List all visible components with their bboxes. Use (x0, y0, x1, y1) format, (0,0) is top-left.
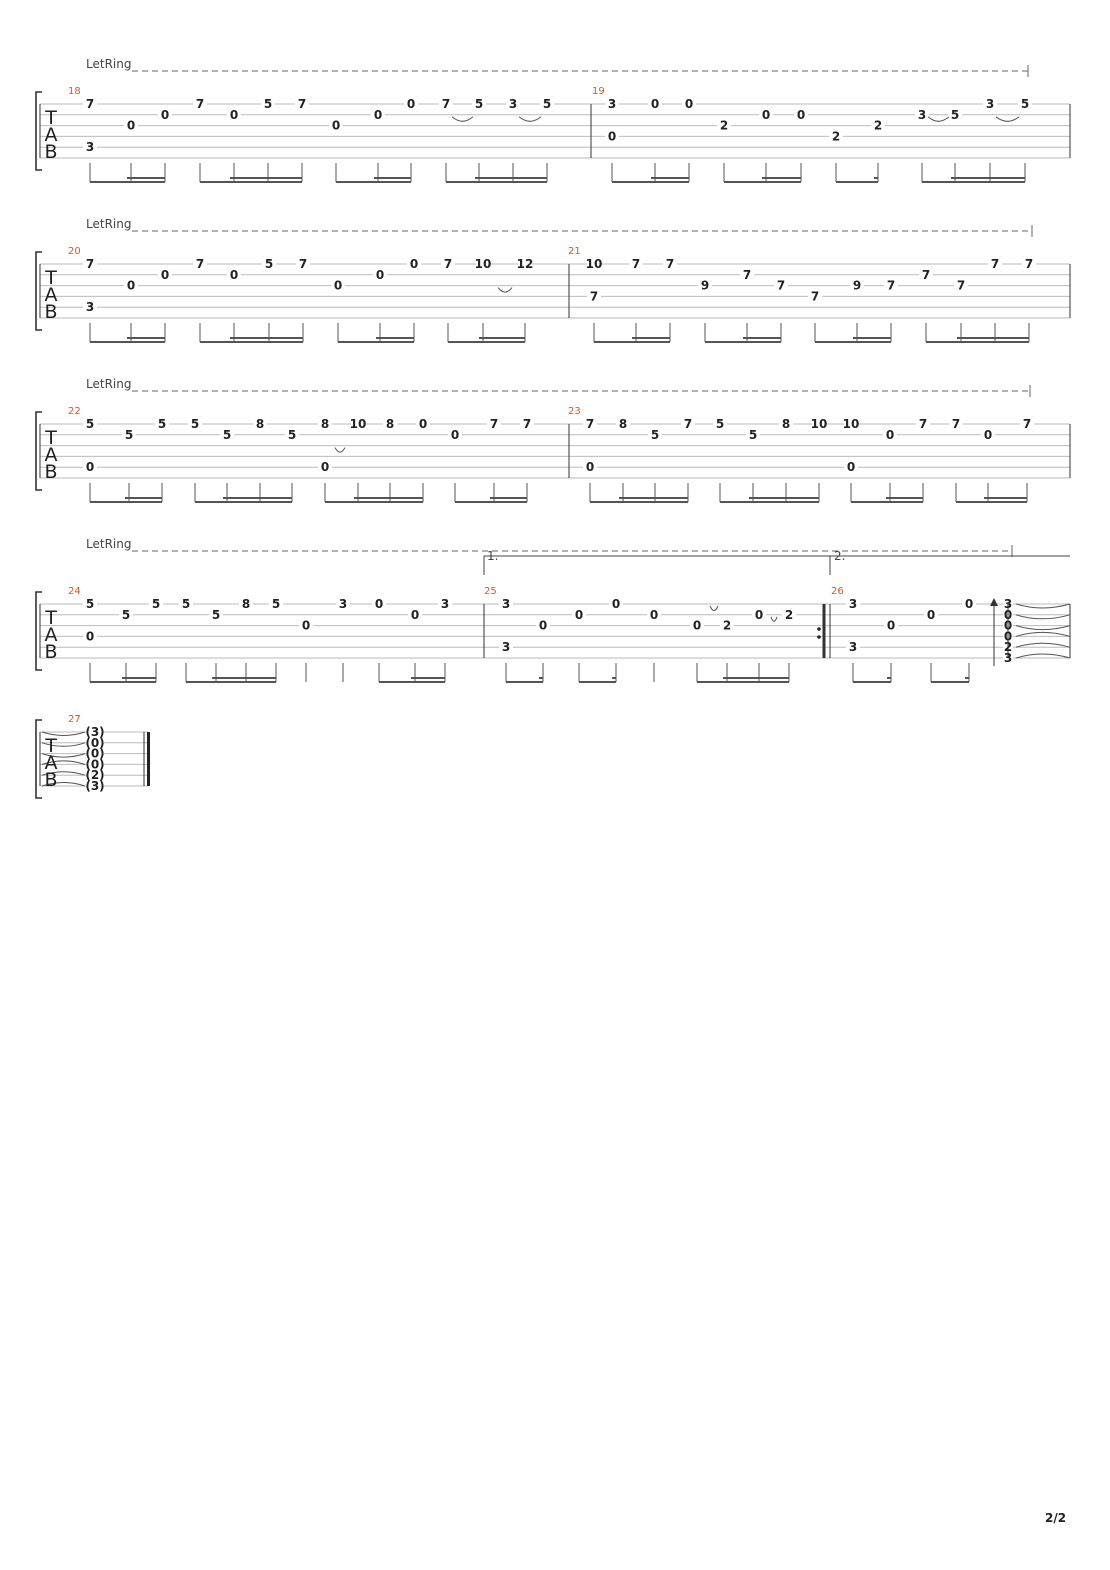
page-number: 2/2 (1045, 1511, 1067, 1525)
fret-number: 0 (85, 629, 95, 644)
chord-fret: 3 (1003, 651, 1013, 665)
fret-number: 3 (985, 97, 995, 111)
fret-number: 3 (917, 107, 927, 122)
fret-number: 0 (796, 107, 806, 122)
tab-clef-a: A (44, 444, 58, 466)
fret-number: 5 (124, 427, 134, 442)
fret-number: 3 (501, 640, 511, 655)
fret-number: 3 (848, 597, 858, 611)
fret-number: 7 (298, 257, 308, 271)
fret-number: 7 (956, 278, 966, 293)
fret-number: 0 (649, 607, 659, 622)
tie-arc (498, 288, 512, 293)
fret-number: 8 (320, 417, 330, 431)
fret-number: 0 (85, 460, 95, 475)
fret-number: 3 (440, 597, 450, 611)
fret-number: 0 (229, 107, 239, 122)
fret-number: 12 (516, 257, 534, 271)
fret-number: 0 (538, 618, 548, 633)
fret-number: 0 (692, 618, 702, 633)
fret-number: 0 (410, 607, 420, 622)
tab-clef-t: T (45, 427, 57, 449)
final-barline-thick (147, 732, 150, 786)
fret-number: 10 (474, 257, 492, 271)
fret-number: 9 (852, 278, 862, 293)
repeat-dot (817, 635, 821, 639)
tie-arc (996, 117, 1019, 122)
fret-number: 0 (374, 597, 384, 611)
tab-clef-a: A (44, 624, 58, 646)
fret-number: 0 (607, 129, 617, 144)
fret-number: 7 (776, 278, 786, 293)
fret-number: 0 (761, 107, 771, 122)
measure-number: 23 (568, 406, 581, 417)
fret-number: 0 (964, 597, 974, 611)
tab-clef-t: T (45, 735, 57, 757)
fret-number: 0 (754, 607, 764, 622)
measure-number: 18 (68, 86, 81, 97)
tab-clef-a: A (44, 124, 58, 146)
measure-number: 20 (68, 246, 81, 257)
fret-number: 0 (846, 460, 856, 475)
fret-number: 5 (190, 417, 200, 431)
measure-number: 25 (484, 586, 497, 597)
tie-arc (710, 606, 718, 611)
fret-number: 7 (85, 97, 95, 111)
let-ring-label: LetRing (86, 377, 132, 391)
fret-number: 0 (886, 618, 896, 633)
tab-clef-b: B (44, 641, 58, 663)
fret-number: 5 (474, 97, 484, 111)
chord-fret: (3) (85, 779, 105, 793)
fret-number: 0 (126, 278, 136, 293)
fret-number: 0 (650, 97, 660, 111)
let-ring-label: LetRing (86, 57, 132, 71)
chord-fret: (0) (85, 735, 105, 750)
measure-number: 26 (831, 586, 844, 597)
fret-number: 0 (574, 607, 584, 622)
tab-clef-t: T (45, 267, 57, 289)
fret-number: 9 (700, 278, 710, 293)
fret-number: 7 (195, 97, 205, 111)
fret-number: 0 (409, 257, 419, 271)
fret-number: 0 (160, 107, 170, 122)
fret-number: 5 (85, 597, 95, 611)
tie-arc (519, 117, 541, 122)
fret-number: 3 (607, 97, 617, 111)
fret-number: 3 (848, 640, 858, 655)
let-ring-tie (1016, 632, 1070, 636)
let-ring-tie (1016, 643, 1070, 647)
fret-number: 7 (921, 267, 931, 282)
fret-number: 0 (229, 267, 239, 282)
fret-number: 7 (665, 257, 675, 271)
chord-fret: (3) (85, 725, 105, 739)
fret-number: 5 (263, 97, 273, 111)
chord-fret: (0) (85, 757, 105, 772)
fret-number: 0 (585, 460, 595, 475)
fret-number: 10 (585, 257, 603, 271)
fret-number: 0 (331, 118, 341, 133)
fret-number: 10 (349, 417, 367, 431)
fret-number: 7 (951, 417, 961, 431)
volta-2-label: 2. (834, 549, 846, 563)
tie-marks (42, 117, 1070, 786)
let-ring-tie (1016, 604, 1070, 608)
tie-arc (452, 117, 473, 122)
fret-number: 7 (631, 257, 641, 271)
tab-clef-a: A (44, 752, 58, 774)
let-ring-label: LetRing (86, 537, 132, 551)
fret-number: 5 (264, 257, 274, 271)
fret-number: 0 (301, 618, 311, 633)
fret-number: 7 (522, 417, 532, 431)
fret-number: 0 (160, 267, 170, 282)
fret-number: 3 (85, 140, 95, 155)
fret-number: 8 (385, 417, 395, 431)
staff-lines (40, 99, 1070, 792)
fret-number: 5 (542, 97, 552, 111)
fret-number: 7 (810, 289, 820, 304)
tie-arc (335, 448, 345, 453)
staff-structure (36, 65, 1070, 798)
fret-number: 7 (585, 417, 595, 431)
tab-clef-b: B (44, 141, 58, 163)
tab-clef-b: B (44, 461, 58, 483)
fret-number: 7 (990, 257, 1000, 271)
fret-number: 7 (195, 257, 205, 271)
fret-number: 8 (781, 417, 791, 431)
fret-number: 5 (271, 597, 281, 611)
fret-number: 0 (126, 118, 136, 133)
fret-number: 2 (719, 118, 729, 133)
tie-arc (771, 617, 777, 622)
measure-number: 24 (68, 586, 81, 597)
fret-number: 0 (450, 427, 460, 442)
measure-number: 22 (68, 406, 81, 417)
measure-number: 27 (68, 714, 81, 725)
fret-number: 2 (873, 118, 883, 133)
fret-number: 7 (441, 97, 451, 111)
fret-number: 2 (784, 607, 794, 622)
fret-number: 5 (151, 597, 161, 611)
measure-number: 21 (568, 246, 581, 257)
fret-number: 7 (886, 278, 896, 293)
volta-1-label: 1. (487, 549, 499, 563)
chord-fret: 3 (1003, 597, 1013, 611)
measure-number: 19 (592, 86, 605, 97)
repeat-dot (817, 627, 821, 631)
fret-number: 8 (255, 417, 265, 431)
tab-clef-b: B (44, 301, 58, 323)
strum-arrow-head (990, 598, 998, 606)
fret-number: 5 (287, 427, 297, 442)
fret-number: 7 (1022, 417, 1032, 431)
fret-number: 5 (222, 427, 232, 442)
tab-clef-t: T (45, 607, 57, 629)
tab-clef-a: A (44, 284, 58, 306)
fret-number: 7 (742, 267, 752, 282)
chord-fret: 0 (1003, 607, 1013, 622)
chord-fret: (2) (85, 768, 105, 783)
fret-number: 7 (589, 289, 599, 304)
fret-number: 0 (684, 97, 694, 111)
fret-number: 3 (508, 97, 518, 111)
fret-number: 7 (1024, 257, 1034, 271)
fret-number: 0 (373, 107, 383, 122)
fret-number: 10 (842, 417, 860, 431)
let-ring-tie (1016, 626, 1070, 630)
fret-number: 5 (211, 607, 221, 622)
fret-number: 0 (375, 267, 385, 282)
fret-number: 7 (85, 257, 95, 271)
fret-number: 5 (650, 427, 660, 442)
fret-number: 0 (418, 417, 428, 431)
fret-number: 5 (121, 607, 131, 622)
let-ring-label: LetRing (86, 217, 132, 231)
fret-number: 2 (722, 618, 732, 633)
fret-number: 5 (157, 417, 167, 431)
fret-number: 5 (715, 417, 725, 431)
fret-number: 5 (181, 597, 191, 611)
fret-number: 7 (297, 97, 307, 111)
fret-number: 5 (950, 107, 960, 122)
fret-number: 5 (748, 427, 758, 442)
fret-number: 7 (683, 417, 693, 431)
fret-number: 2 (831, 129, 841, 144)
fret-number: 0 (885, 427, 895, 442)
chord-fret: 0 (1003, 618, 1013, 633)
fret-number: 5 (85, 417, 95, 431)
fret-number: 0 (983, 427, 993, 442)
fret-number: 0 (406, 97, 416, 111)
fret-number: 10 (810, 417, 828, 431)
fret-number: 0 (611, 597, 621, 611)
fret-number: 3 (338, 597, 348, 611)
fret-number: 0 (333, 278, 343, 293)
fret-number: 7 (489, 417, 499, 431)
fret-number: 8 (618, 417, 628, 431)
fret-number: 8 (241, 597, 251, 611)
chord-fret: 2 (1003, 640, 1013, 655)
chord-fret: (0) (85, 746, 105, 761)
tab-clef-b: B (44, 769, 58, 791)
fret-number: 7 (918, 417, 928, 431)
tab-clef-t: T (45, 107, 57, 129)
fret-number: 5 (1020, 97, 1030, 111)
fret-number: 3 (501, 597, 511, 611)
fret-number: 3 (85, 300, 95, 315)
fret-number: 7 (443, 257, 453, 271)
tie-arc (928, 117, 949, 122)
fret-number: 0 (926, 607, 936, 622)
chord-fret: 0 (1003, 629, 1013, 644)
fret-number: 0 (320, 460, 330, 475)
let-ring-tie (1016, 654, 1070, 658)
let-ring-tie (1016, 615, 1070, 619)
